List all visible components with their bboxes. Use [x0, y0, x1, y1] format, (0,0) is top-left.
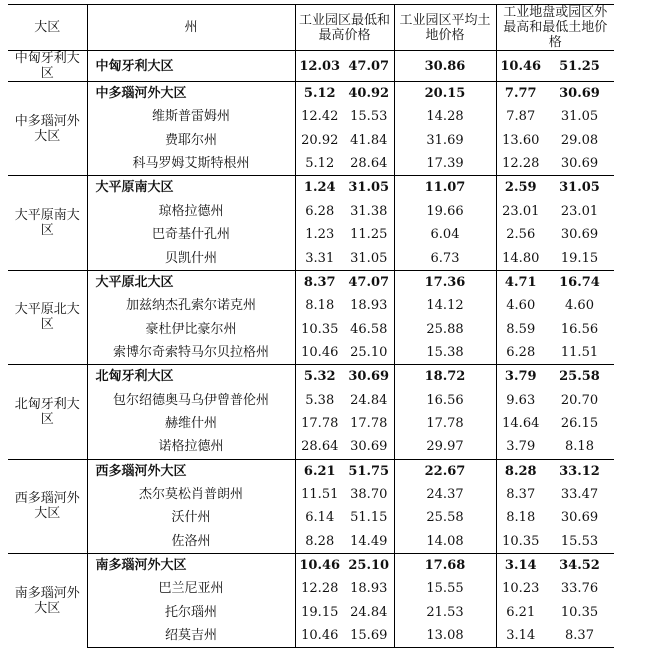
park-avg-price: 25.58	[394, 506, 496, 530]
region-name: 中匈牙利大区	[8, 51, 87, 82]
park-avg-price: 18.72	[394, 365, 496, 389]
region-name: 大平原南大区	[8, 176, 87, 270]
state-name: 巴兰尼亚州	[158, 581, 224, 597]
park-min-price: 1.23	[295, 223, 344, 247]
outside-max-price: 16.74	[545, 270, 614, 294]
outside-max-price: 23.01	[560, 203, 599, 219]
park-max-price: 40.92	[344, 82, 394, 106]
outside-min-price: 6.28	[496, 341, 545, 365]
state-name: 大平原南大区	[87, 176, 295, 200]
region-name: 南多瑙河外大区	[8, 553, 87, 647]
state-name: 索博尔奇索特马尔贝拉格州	[112, 345, 269, 361]
park-max-price: 17.78	[350, 416, 388, 432]
park-min-price: 6.21	[295, 459, 344, 483]
table-row	[8, 105, 614, 129]
park-max-price: 41.84	[350, 132, 388, 148]
outside-max-price: 31.05	[545, 176, 614, 200]
park-max-price: 38.70	[350, 486, 388, 502]
outside-max-price: 33.76	[560, 581, 599, 597]
header-park-avg: 工业园区平均土地价格	[394, 5, 496, 51]
outside-max-price: 33.12	[545, 459, 614, 483]
park-avg-price: 24.37	[394, 483, 496, 507]
park-min-price: 8.18	[295, 294, 344, 318]
park-max-price: 15.53	[350, 109, 388, 125]
table-row-region-total	[8, 553, 614, 577]
park-max-price: 25.10	[344, 553, 394, 577]
park-avg-price: 17.78	[394, 412, 496, 436]
table-row	[8, 530, 614, 554]
outside-max-price: 30.69	[560, 227, 599, 243]
park-min-price: 12.03	[295, 51, 344, 82]
outside-min-price: 8.59	[496, 317, 545, 341]
table-row	[8, 152, 614, 176]
outside-min-price: 2.56	[496, 223, 545, 247]
outside-min-price: 7.87	[496, 105, 545, 129]
outside-min-price: 10.35	[496, 530, 545, 554]
park-avg-price: 19.66	[394, 199, 496, 223]
park-max-price: 51.75	[344, 459, 394, 483]
outside-max-price: 11.51	[560, 345, 599, 361]
state-name: 中匈牙利大区	[87, 51, 295, 82]
state-name: 南多瑙河外大区	[87, 553, 295, 577]
park-avg-price: 11.07	[394, 176, 496, 200]
table-row-region-total	[8, 176, 614, 200]
park-avg-price: 13.08	[394, 624, 496, 648]
outside-min-price: 3.79	[496, 365, 545, 389]
region-name: 西多瑙河外大区	[8, 459, 87, 553]
table-row	[8, 341, 614, 365]
state-name: 科马罗姆艾斯特根州	[132, 156, 250, 172]
park-max-price: 31.05	[350, 250, 388, 266]
park-max-price: 28.64	[350, 156, 388, 172]
outside-min-price: 12.28	[496, 152, 545, 176]
park-min-price: 11.51	[295, 483, 344, 507]
park-max-price: 46.58	[350, 321, 388, 337]
park-min-price: 5.12	[295, 152, 344, 176]
outside-min-price: 4.71	[496, 270, 545, 294]
park-max-price: 18.93	[350, 581, 388, 597]
state-name: 杰尔莫松肖普朗州	[138, 486, 243, 502]
land-price-table	[8, 4, 614, 648]
state-name: 巴奇基什孔州	[151, 227, 230, 243]
park-max-price: 24.84	[350, 392, 388, 408]
park-max-price: 30.69	[350, 439, 388, 455]
header-state: 州	[87, 5, 295, 51]
park-avg-price: 17.39	[394, 152, 496, 176]
park-min-price: 12.42	[295, 105, 344, 129]
state-name: 诺格拉德州	[158, 439, 224, 455]
park-min-price: 10.46	[295, 553, 344, 577]
park-avg-price: 20.15	[394, 82, 496, 106]
outside-max-price: 34.52	[545, 553, 614, 577]
state-name: 绍莫吉州	[87, 624, 295, 648]
state-name: 北匈牙利大区	[87, 365, 295, 389]
park-min-price: 8.28	[295, 530, 344, 554]
outside-max-price: 8.18	[565, 439, 594, 455]
outside-max-price: 16.56	[560, 321, 599, 337]
park-min-price: 28.64	[295, 435, 344, 459]
table-row	[8, 483, 614, 507]
park-avg-price: 30.86	[394, 51, 496, 82]
table-row-region-total	[8, 459, 614, 483]
header-region: 大区	[8, 5, 87, 51]
park-avg-price: 15.38	[394, 341, 496, 365]
table-row-region-total	[8, 51, 614, 82]
park-min-price: 17.78	[295, 412, 344, 436]
park-avg-price: 29.97	[394, 435, 496, 459]
table-row	[8, 223, 614, 247]
outside-min-price: 7.77	[496, 82, 545, 106]
park-max-price: 25.10	[350, 345, 388, 361]
park-max-price: 31.05	[344, 176, 394, 200]
park-avg-price: 31.69	[394, 129, 496, 153]
park-avg-price: 14.12	[394, 294, 496, 318]
state-name: 费耶尔州	[164, 132, 217, 148]
table-row	[8, 435, 614, 459]
park-max-price: 18.93	[350, 298, 388, 314]
table-row	[8, 199, 614, 223]
park-max-price: 11.25	[350, 227, 388, 243]
table-row	[8, 388, 614, 412]
outside-min-price: 9.63	[496, 388, 545, 412]
outside-max-price: 30.69	[560, 156, 599, 172]
state-name: 贝凯什州	[164, 250, 217, 266]
park-min-price: 5.32	[295, 365, 344, 389]
park-avg-price: 14.28	[394, 105, 496, 129]
table-row-region-total	[8, 82, 614, 106]
park-avg-price: 6.04	[394, 223, 496, 247]
outside-max-price: 31.05	[560, 109, 599, 125]
state-name: 加兹纳杰孔索尔诺克州	[125, 298, 256, 314]
park-max-price: 30.69	[344, 365, 394, 389]
park-avg-price: 16.56	[394, 388, 496, 412]
outside-max-price: 15.53	[560, 533, 599, 549]
park-avg-price: 22.67	[394, 459, 496, 483]
park-min-price: 8.37	[295, 270, 344, 294]
outside-min-price: 8.28	[496, 459, 545, 483]
table-row	[8, 624, 614, 648]
park-max-price: 51.15	[350, 510, 388, 526]
outside-min-price: 3.79	[496, 435, 545, 459]
outside-min-price: 4.60	[496, 294, 545, 318]
park-avg-price: 17.68	[394, 553, 496, 577]
park-avg-price: 21.53	[394, 601, 496, 625]
outside-max-price: 30.69	[560, 510, 599, 526]
park-min-price: 3.31	[295, 247, 344, 271]
park-min-price: 6.14	[295, 506, 344, 530]
table-row	[8, 601, 614, 625]
outside-min-price: 14.64	[496, 412, 545, 436]
park-avg-price: 6.73	[394, 247, 496, 271]
region-name: 大平原北大区	[8, 270, 87, 364]
park-min-price: 6.28	[295, 199, 344, 223]
outside-max-price: 51.25	[545, 51, 614, 82]
outside-min-price: 8.37	[496, 483, 545, 507]
table-body	[8, 51, 614, 648]
outside-max-price: 20.70	[560, 392, 599, 408]
park-min-price: 5.12	[295, 82, 344, 106]
park-min-price: 1.24	[295, 176, 344, 200]
park-avg-price: 15.55	[394, 577, 496, 601]
state-name: 琼格拉德州	[158, 203, 224, 219]
outside-min-price: 13.60	[496, 129, 545, 153]
park-max-price: 47.07	[344, 51, 394, 82]
park-min-price: 20.92	[295, 129, 344, 153]
header-row	[8, 5, 614, 51]
outside-min-price: 8.18	[496, 506, 545, 530]
state-name: 沃什州	[171, 510, 211, 526]
header-outside-min-max: 工业地盘或园区外最高和最低土地价格	[496, 5, 614, 51]
outside-min-price: 6.21	[496, 601, 545, 625]
table-row	[8, 317, 614, 341]
outside-max-price: 26.15	[560, 416, 599, 432]
outside-max-price: 29.08	[560, 132, 599, 148]
state-name: 大平原北大区	[87, 270, 295, 294]
park-avg-price: 25.88	[394, 317, 496, 341]
state-name: 包尔绍德奥马乌伊曾普伦州	[112, 392, 269, 408]
state-name: 托尔瑙州	[164, 604, 217, 620]
outside-min-price: 10.23	[496, 577, 545, 601]
table-row	[8, 294, 614, 318]
table-row	[8, 577, 614, 601]
park-max-price: 14.49	[350, 533, 388, 549]
state-name: 西多瑙河外大区	[87, 459, 295, 483]
state-name: 赫维什州	[164, 416, 217, 432]
state-name: 佐洛州	[171, 533, 211, 549]
park-min-price: 12.28	[295, 577, 344, 601]
outside-min-price: 3.14	[496, 624, 545, 648]
park-min-price: 10.35	[295, 317, 344, 341]
outside-min-price: 3.14	[496, 553, 545, 577]
outside-max-price: 33.47	[560, 486, 599, 502]
outside-min-price: 2.59	[496, 176, 545, 200]
table-row-region-total	[8, 270, 614, 294]
park-min-price: 10.46	[295, 341, 344, 365]
state-name: 中多瑙河外大区	[87, 82, 295, 106]
region-name: 北匈牙利大区	[8, 365, 87, 459]
park-min-price: 5.38	[295, 388, 344, 412]
table-row	[8, 247, 614, 271]
outside-max-price: 4.60	[565, 298, 594, 314]
table-row	[8, 506, 614, 530]
outside-max-price: 30.69	[545, 82, 614, 106]
table-row	[8, 129, 614, 153]
park-min-price: 19.15	[295, 601, 344, 625]
table-row	[8, 412, 614, 436]
park-min-price: 10.46	[295, 624, 344, 648]
park-max-price: 31.38	[350, 203, 388, 219]
state-name: 豪杜伊比豪尔州	[145, 321, 237, 337]
outside-min-price: 14.80	[496, 247, 545, 271]
region-name: 中多瑙河外大区	[8, 82, 87, 176]
outside-max-price: 10.35	[560, 604, 599, 620]
park-max-price: 15.69	[344, 624, 394, 648]
state-name: 维斯普雷姆州	[151, 109, 230, 125]
park-avg-price: 14.08	[394, 530, 496, 554]
table-row-region-total	[8, 365, 614, 389]
outside-min-price: 23.01	[496, 199, 545, 223]
outside-max-price: 8.37	[545, 624, 614, 648]
outside-max-price: 19.15	[560, 250, 599, 266]
park-max-price: 47.07	[344, 270, 394, 294]
park-max-price: 24.84	[350, 604, 388, 620]
outside-max-price: 25.58	[545, 365, 614, 389]
header-park-min-max: 工业园区最低和最高价格	[295, 5, 394, 51]
outside-min-price: 10.46	[496, 51, 545, 82]
park-avg-price: 17.36	[394, 270, 496, 294]
land-price-table-container	[8, 4, 614, 648]
